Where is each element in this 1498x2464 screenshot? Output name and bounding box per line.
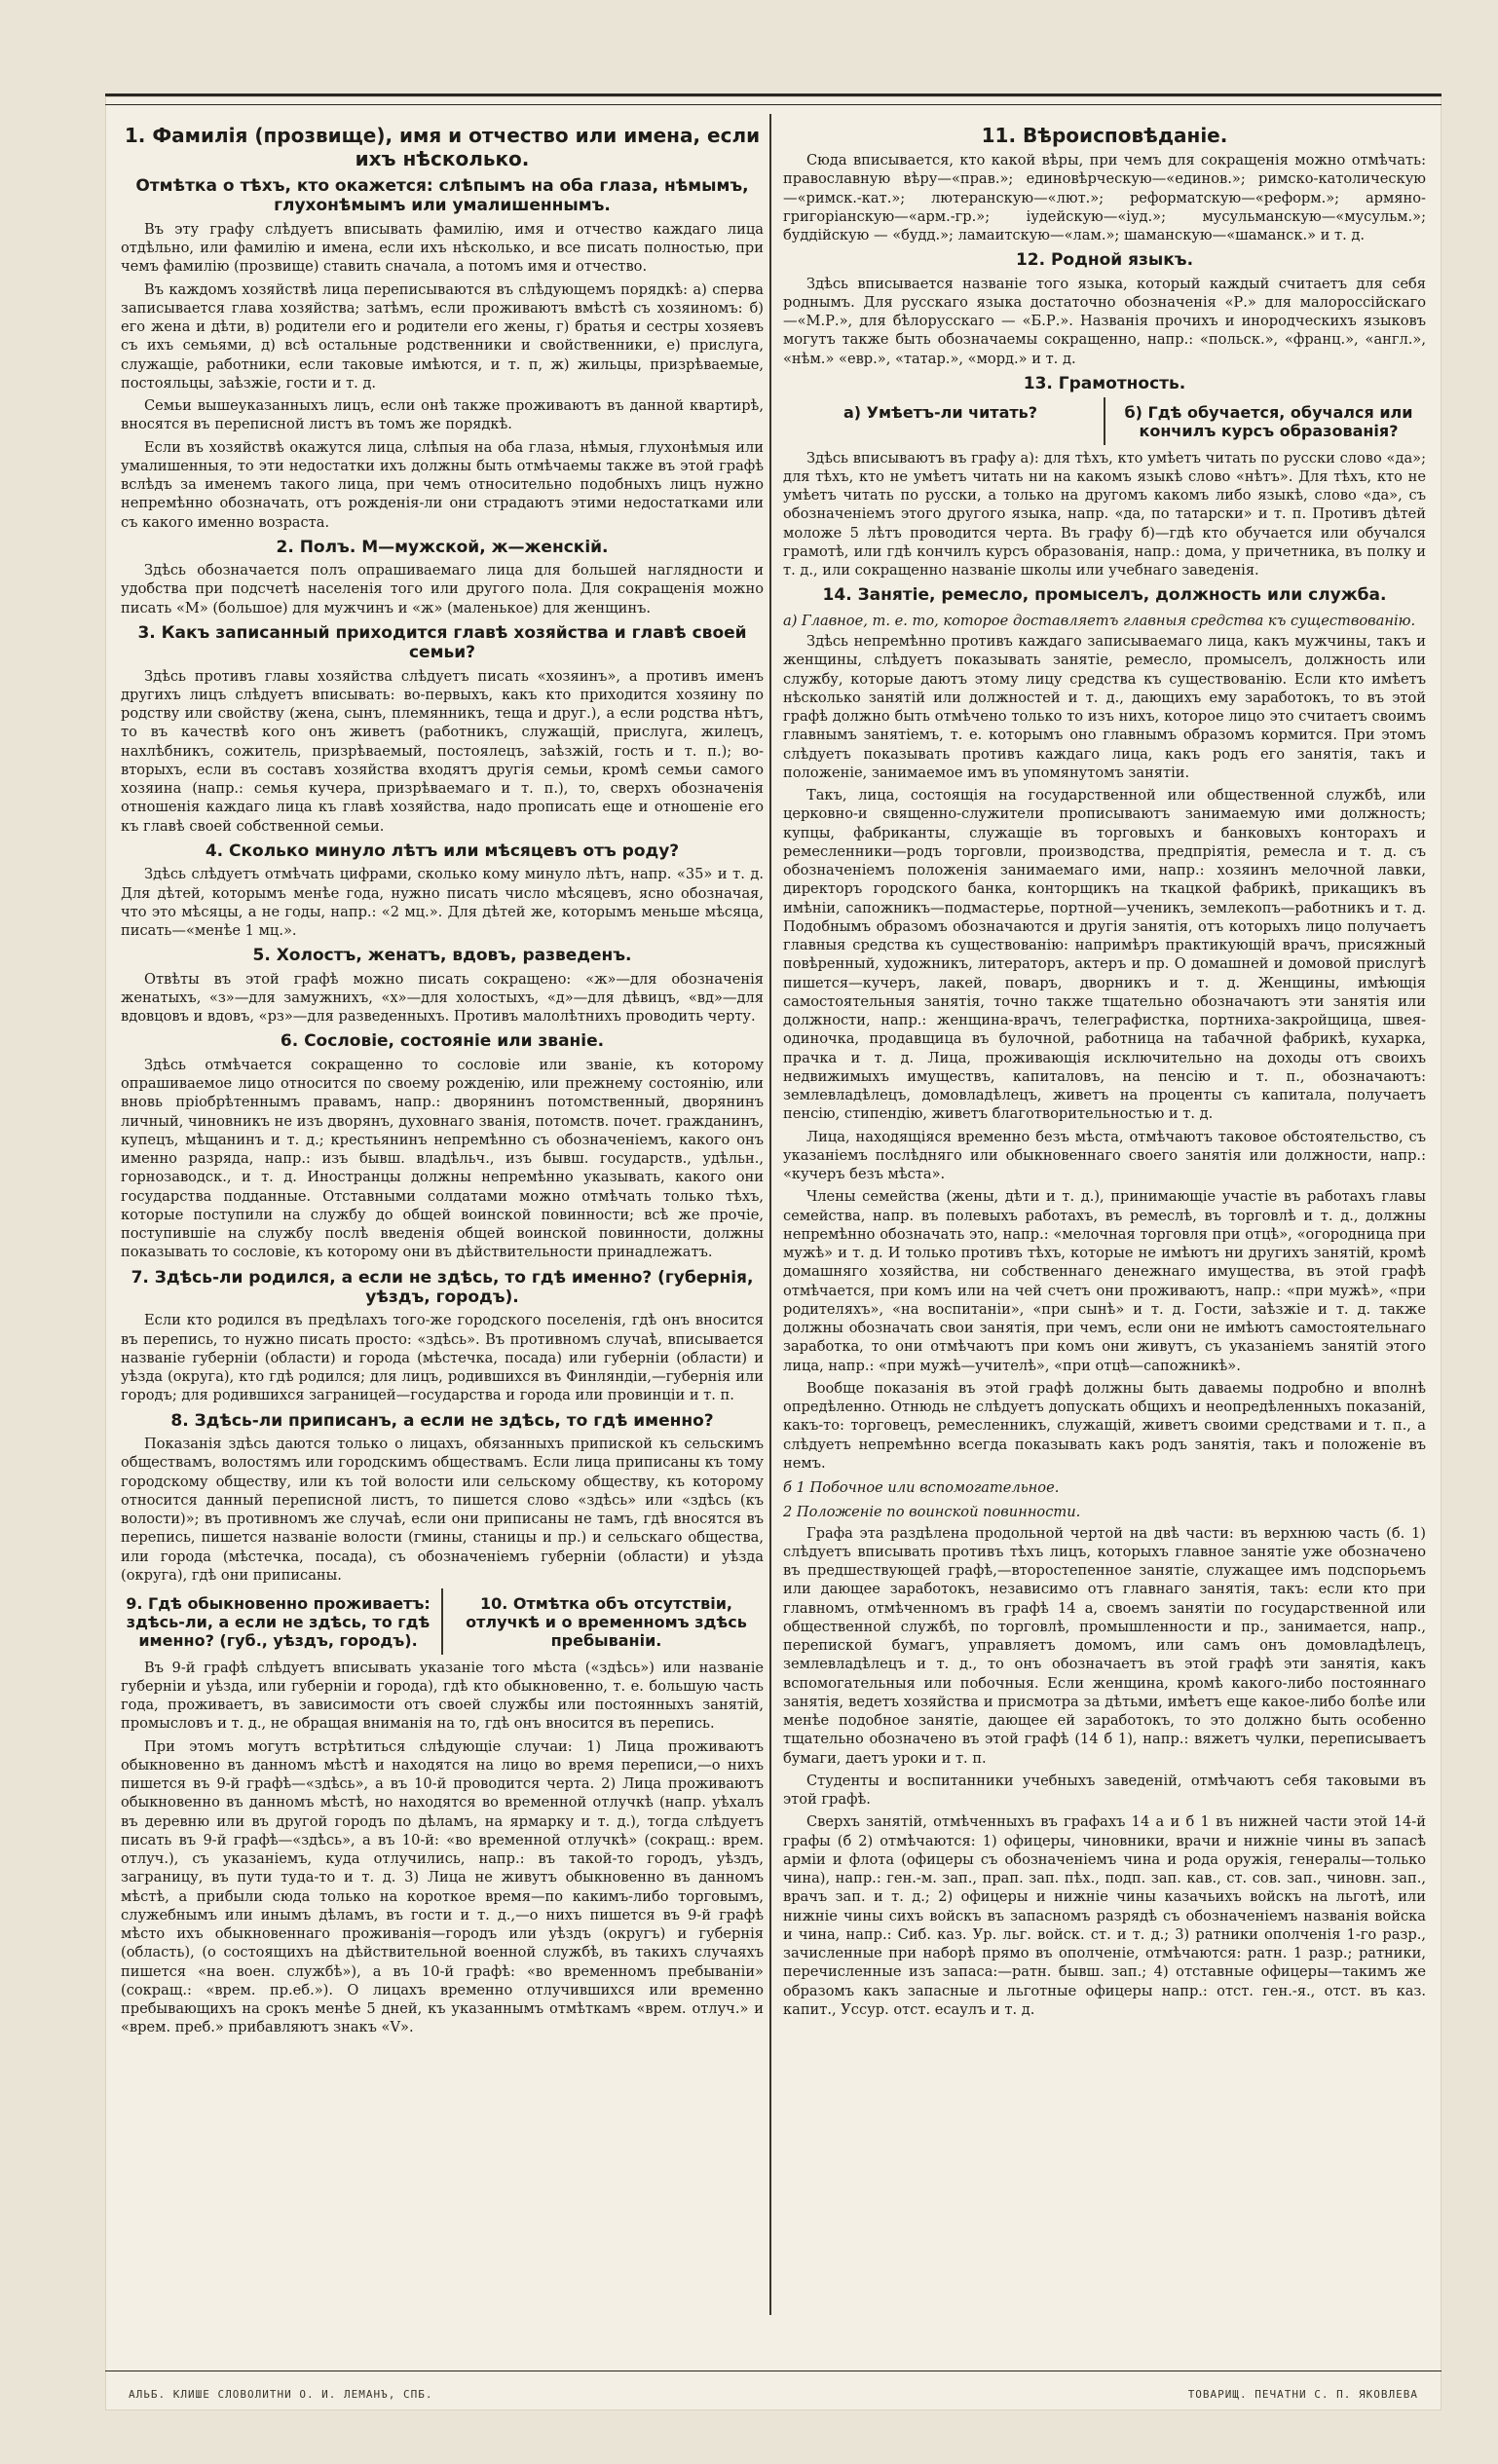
right-column <box>783 114 1426 2323</box>
section-8-paragraph: Показанія здѣсь даются только о лицахъ, обязанныхъ припиской къ сельскимъ обществамъ, волостямъ или городскимъ обществамъ. Если лица приписаны къ тому городскому обществу, или къ той волости или сельскому обществу, къ которому относится данный переписной листъ, то пишется слово «здѣсь» или «здѣсь (къ волости)»; въ противномъ же случаѣ, если они приписаны не тамъ, гдѣ вносятся въ перепись, пишется названіе волости (гмины, станицы и пр.) и сельскаго общества, или города (мѣстечка, посада), съ обозначеніемъ губерніи (области) и уѣзда (округа), гдѣ они приписаны. <box>121 1436 764 1584</box>
section-14b2-subtitle: 2 Положеніе по воинской повинности. <box>783 1504 1081 1521</box>
section-1-paragraph: Въ каждомъ хозяйствѣ лица переписываются въ слѣдующемъ порядкѣ: а) сперва записывается глава хозяйства; затѣмъ, если проживаютъ вмѣстѣ съ хозяиномъ: б) его жена и дѣти, в) родители его и родители его жены, г) братья и сестры хозяевъ съ ихъ семьями, д) всѣ остальные родственники и свойственники, е) прислуга, служащіе, работники, если таковые имѣются, и т. п, ж) жильцы, призрѣваемые, постояльцы, заѣзжіе, гости и т. д. <box>121 280 764 392</box>
section-10-title: 10. Отмѣтка объ отсутствіи, отлучкѣ и о временномъ здѣсь пребываніи. <box>466 1594 747 1651</box>
section-9-title: 9. Гдѣ обыкновенно проживаетъ: здѣсь-ли, а если не здѣсь, то гдѣ именно? (губ., уѣздъ, городъ). <box>126 1594 431 1651</box>
section-1-paragraph: Если въ хозяйствѣ окажутся лица, слѣпыя на оба глаза, нѣмыя, глухонѣмыя или умалишенныя, то эти недостатки ихъ должны быть отмѣчаемы также въ этой графѣ вслѣдъ за именемъ такого лица, при чемъ относительно подобныхъ лицъ нужно непремѣнно обозначать, отъ рожденія-ли они страдаютъ этими недостатками или съ какого именно возраста. <box>121 438 764 531</box>
section-14-paragraph: Члены семейства (жены, дѣти и т. д.), принимающіе участіе въ работахъ главы семейства, напр. въ полевыхъ работахъ, въ ремеслѣ, въ торговлѣ и т. д., должны непремѣнно обозначать это, напр.: «мелочная торговля при отцѣ», «огородница при мужѣ» и т. д. И только противъ тѣхъ, которые не имѣютъ ни другихъ занятій, кромѣ домашняго хозяйства, ни собственнаго денежнаго имущества, въ этой графѣ отмѣчается, при комъ или на чей счетъ они проживаютъ, напр.: «при мужѣ», «при родителяхъ», «на воспитаніи», «при сынѣ» и т. д. Гости, заѣзжіе и т. д. также должны обозначать свои занятія, при чемъ, если они не имѣютъ самостоятельнаго заработка, то они отмѣчаютъ при комъ они живутъ, съ указаніемъ занятій этого лица, напр.: «при мужѣ—учителѣ», «при отцѣ—сапожникѣ». <box>783 1188 1426 1374</box>
section-14-paragraph: Такъ, лица, состоящія на государственной или общественной службѣ, или церковно-и священно-служители прописываютъ занимаемую ими должность; купцы, фабриканты, служащіе въ торговыхъ и банковыхъ конторахъ и ремесленники—родъ торговли, производства, предпріятія, ремесла и т. д. съ обозначеніемъ положенія занимаемаго ими, напр.: хозяинъ мелочной лавки, директоръ городского банка, конторщикъ на ткацкой фабрикѣ, прикащикъ въ имѣніи, сапожникъ—подмастерье, портной—ученикъ, землекопъ—работникъ и т. д. Подобнымъ образомъ обозначаются и другія занятія, отъ которыхъ лицо получаетъ главныя средства къ существованію: напримѣръ практикующій врачъ, присяжный повѣренный, художникъ, литераторъ, актеръ и пр. О домашней и домовой прислугѣ пишется—кучеръ, лакей, поваръ, дворникъ и т. д. Женщины, имѣющія самостоятельныя занятія, точно также тщательно обозначаютъ эти занятія или должности, напр.: женщина-врачъ, телеграфистка, портниха-закройщица, швея-одиночка, продавщица въ булочной, работница на табачной фабрикѣ, кухарка, прачка и т. д. Лица, проживающія исключительно на доходы отъ своихъ недвижимыхъ имуществъ, капиталовъ, на пенсію и т. п., обозначаютъ: землевладѣлецъ, домовладѣлецъ, живетъ на проценты съ капитала, получаетъ пенсію, стипендію, живетъ благотворительностью и т. д. <box>783 787 1426 1123</box>
section-8-title: 8. Здѣсь-ли приписанъ, а если не здѣсь, то гдѣ именно? <box>170 1410 714 1431</box>
column-divider <box>441 1588 443 1655</box>
section-11-title: 11. Вѣроисповѣданіе. <box>981 124 1228 147</box>
section-3-title: 3. Какъ записанный приходится главѣ хозяйства и главѣ своей семьи? <box>137 622 747 663</box>
section-13-title: 13. Грамотность. <box>1023 373 1186 393</box>
section-7-title: 7. Здѣсь-ли родился, а если не здѣсь, то гдѣ именно? (губернія, уѣздъ, городъ). <box>131 1267 754 1308</box>
section-13a-title: а) Умѣетъ-ли читать? <box>843 403 1038 423</box>
section-12-paragraph: Здѣсь вписывается названіе того языка, который каждый считаетъ для себя роднымъ. Для русскаго языка достаточно обозначенія «Р.» для малороссійскаго—«М.Р.», для бѣлорусскаго — «Б.Р.». Названія прочихъ и инородческихъ языковъ могутъ также быть обозначаемы сокращенно, напр.: «польск.», «франц.», «англ.», «нѣм.» «евр.», «татар.», «морд.» и т. д. <box>783 275 1426 367</box>
section-3-paragraph: Здѣсь противъ главы хозяйства слѣдуетъ писать «хозяинъ», а противъ именъ другихъ лицъ слѣдуетъ вписывать: во-первыхъ, какъ кто приходится хозяину по родству или свойству (жена, сынъ, племянникъ, теща и друг.), а если родства нѣтъ, то въ качествѣ кого онъ живетъ (работникъ, служащій, прислуга, жилецъ, нахлѣбникъ, сожитель, призрѣваемый, постоялецъ, заѣзжій, гость и т. п.); во-вторыхъ, если въ составъ хозяйства входятъ другія семьи, кромѣ семьи самого хозяина (напр.: семья кучера, призрѣваемаго и т. п.), то, сверхъ обозначенія отношенія каждаго лица къ главѣ хозяйства, надо прописать еще и отношеніе его къ главѣ своей собственной семьи. <box>121 667 764 835</box>
center-divider <box>769 114 771 2315</box>
section-11-paragraph: Сюда вписывается, кто какой вѣры, при чемъ для сокращенія можно отмѣчать: православную вѣру—«прав.»; единовѣрческую—«единов.»; римско-католическую—«римск.-кат.»; лютеранскую—«лют.»; реформатскую—«реформ.»; армяно-григоріанскую—«арм.-гр.»; іудейскую—«іуд.»; мусульманскую—«мусульм.»; буддійскую — «будд.»; ламаитскую—«лам.»; шаманскую—«шаманск.» и т. д. <box>783 152 1426 243</box>
section-14-paragraph: Графа эта раздѣлена продольной чертой на двѣ части: въ верхнюю часть (б. 1) слѣдуетъ вписывать противъ тѣхъ лицъ, которыхъ главное занятіе уже обозначено въ предшествующей графѣ,—второстепенное занятіе, служащее имъ подспорьемъ или дающее заработокъ, независимо отъ главнаго занятія, такъ: если кто при главномъ, отмѣченномъ въ графѣ 14 а, своемъ занятіи по государственной или общественной службѣ, по торговлѣ, промышленности и пр., занимается, напр., перепиской бумагъ, управляетъ домомъ, или самъ онъ домовладѣлецъ, землевладѣлецъ и т. д., то онъ обозначаетъ въ этой графѣ эти занятія, какъ вспомогательныя или побочныя. Если женщина, кромѣ какого-либо постояннаго занятія, ведетъ хозяйства и присмотра за дѣтьми, имѣетъ еще какое-либо болѣе или менѣе подобное занятіе, дающее ей заработокъ, то это должно быть особенно тщательно обозначено въ этой графѣ (14 б 1), напр.: вяжетъ чулки, переписываетъ бумаги, даетъ уроки и т. п. <box>783 1524 1426 1767</box>
section-2-title: 2. Полъ. М—мужской, ж—женскій. <box>276 537 609 557</box>
section-9-paragraph: Въ 9-й графѣ слѣдуетъ вписывать указаніе того мѣста («здѣсь») или названіе губерніи и уѣзда, или губерніи и города), гдѣ кто обыкновенно, т. е. большую часть года, проживаетъ, въ зависимости отъ своей службы или постоянныхъ занятій, промысловъ и т. д., не обращая вниманія на то, гдѣ онъ вносится въ перепись. <box>121 1659 764 1733</box>
section-12-title: 12. Родной языкъ. <box>1015 250 1194 271</box>
section-4-paragraph: Здѣсь слѣдуетъ отмѣчать цифрами, сколько кому минуло лѣтъ, напр. «35» и т. д. Для дѣтей, которымъ менѣе года, нужно писать число мѣсяцевъ, ясно обозначая, что это мѣсяцы, а не годы, напр.: «2 мц.». Для дѣтей же, которымъ меньше мѣсяца, писать—«менѣе 1 мц.». <box>121 866 764 940</box>
left-column <box>121 114 764 2323</box>
section-14-paragraph: Здѣсь непремѣнно противъ каждаго записываемаго лица, какъ мужчины, такъ и женщины, слѣдуетъ показывать занятіе, ремесло, промыселъ, должность или службу, которые даютъ этому лицу средства къ существованію. Если кто имѣетъ нѣсколько занятій или должностей и т. д., дающихъ ему заработокъ, то въ этой графѣ должно быть отмѣчено только то изъ нихъ, которое лицо это считаетъ своимъ главнымъ занятіемъ, т. е. которымъ оно главнымъ образомъ кормится. При этомъ слѣдуетъ показывать противъ каждаго лица, какъ родъ его занятія, такъ и положеніе, занимаемое имъ въ упомянутомъ занятіи. <box>783 633 1426 781</box>
section-13-paragraph: Здѣсь вписываютъ въ графу а): для тѣхъ, кто умѣетъ читать по русски слово «да»; для тѣхъ, кто не умѣетъ читать ни на какомъ языкѣ слово «нѣтъ». Для тѣхъ, кто не умѣетъ читать по русски, а только на другомъ какомъ либо языкѣ, слово «да», съ обозначеніемъ этого другого языка, напр. «да, по татарски» и т. п. Противъ дѣтей моложе 5 лѣтъ проводится черта. Въ графу б)—гдѣ кто обучается или обучался грамотѣ, или гдѣ кончилъ курсъ образованія, напр.: дома, у причетника, въ полку и т. д., или сокращенно названіе школы или учебнаго заведенія. <box>783 449 1426 579</box>
census-instruction-sheet <box>105 93 1442 2410</box>
column-divider <box>1104 397 1105 444</box>
section-6-title: 6. Сословіе, состояніе или званіе. <box>280 1031 605 1052</box>
section-5-paragraph: Отвѣты въ этой графѣ можно писать сокращено: «ж»—для обозначенія женатыхъ, «з»—для замужнихъ, «х»—для холостыхъ, «д»—для дѣвицъ, «вд»—для вдовцовъ и вдовъ, «рз»—для разведенныхъ. Противъ малолѣтнихъ проводить черту. <box>121 970 764 1026</box>
section-13b-title: б) Гдѣ обучается, обучался или кончилъ курсъ образованія? <box>1124 403 1413 441</box>
section-13-subheaders <box>783 397 1426 444</box>
section-1-title: 1. Фамилія (прозвище), имя и отчество или имена, если ихъ нѣсколько. <box>124 124 761 170</box>
section-5-title: 5. Холостъ, женатъ, вдовъ, разведенъ. <box>252 946 632 966</box>
footer-left-imprint: АЛЬБ. КЛИШЕ СЛОВОЛИТНИ О. И. ЛЕМАНЪ, СПБ. <box>129 2388 433 2401</box>
section-14a-subtitle: а) Главное, т. е. то, которое доставляетъ главныя средства къ существованію. <box>783 612 1416 629</box>
section-1-paragraph: Семьи вышеуказанныхъ лицъ, если онѣ также проживаютъ въ данной квартирѣ, вносятся въ переписной листъ въ томъ же порядкѣ. <box>121 397 764 433</box>
section-2-paragraph: Здѣсь обозначается полъ опрашиваемаго лица для большей наглядности и удобства при подсчетѣ населенія того или другого пола. Для сокращенія можно писать «М» (большое) для мужчинъ и «ж» (маленькое) для женщинъ. <box>121 562 764 616</box>
footer-right-imprint: ТОВАРИЩ. ПЕЧАТНИ С. П. ЯКОВЛЕВА <box>1187 2388 1418 2401</box>
sections-9-10-header <box>121 1588 764 1655</box>
section-14-paragraph: Лица, находящіяся временно безъ мѣста, отмѣчаютъ таковое обстоятельство, съ указаніемъ послѣдняго или обыкновеннаго своего занятія или должности, напр.: «кучеръ безъ мѣста». <box>783 1128 1426 1183</box>
top-rule <box>105 104 1442 105</box>
section-4-title: 4. Сколько минуло лѣтъ или мѣсяцевъ отъ роду? <box>205 840 680 861</box>
section-14-paragraph: Вообще показанія въ этой графѣ должны быть даваемы подробно и вполнѣ опредѣленно. Отнюдь не слѣдуетъ допускать общихъ и неопредѣленныхъ показаній, какъ-то: торговецъ, ремесленникъ, служащій, живетъ своими средствами и т. п., а слѣдуетъ непремѣнно всегда показывать какъ родъ занятія, такъ и положеніе въ немъ. <box>783 1379 1426 1472</box>
section-14-paragraph: Сверхъ занятій, отмѣченныхъ въ графахъ 14 а и б 1 въ нижней части этой 14-й графы (б 2) отмѣчаются: 1) офицеры, чиновники, врачи и нижніе чины въ запасѣ арміи и флота (офицеры съ обозначеніемъ чина и рода оружія, генералы—только чина), напр.: ген.-м. зап., прап. зап. пѣх., подп. зап. кав., ст. сов. зап., чиновн. зап., врачъ зап. и т. д.; 2) офицеры и нижніе чины казачьихъ войскъ на льготѣ, или нижніе чины сихъ войскъ въ запасномъ разрядѣ съ обозначеніемъ названія войска и чина, напр.: Сиб. каз. Ур. льг. войск. ст. и т. д.; 3) ратники ополченія 1-го разр., зачисленные при наборѣ прямо въ ополченіе, отмѣчаются: ратн. 1 разр.; ратники, перечисленные изъ запаса:—ратн. бывш. зап.; 4) отставные офицеры—такимъ же образомъ какъ запасные и льготные офицеры напр.: отст. ген.-я., отст. въ каз. капит., Уссур. отст. есаулъ и т. д. <box>783 1813 1426 2018</box>
printer-footer <box>105 2377 1442 2401</box>
section-7-paragraph: Если кто родился въ предѣлахъ того-же городского поселенія, гдѣ онъ вносится въ перепись, то нужно писать просто: «здѣсь». Въ противномъ случаѣ, вписывается названіе губерніи (области) и города (мѣстечка, посада) или губерніи (области) и уѣзда (округа), кто гдѣ родился; для лицъ, родившихся въ Финляндіи,—губернія или городъ; для родившихся заграницей—государства и города или провинціи и т. п. <box>121 1312 764 1404</box>
section-14-title: 14. Занятіе, ремесло, промыселъ, должность или служба. <box>822 585 1387 606</box>
section-6-paragraph: Здѣсь отмѣчается сокращенно то сословіе или званіе, къ которому опрашиваемое лицо относится по своему рожденію, или прежнему состоянію, или вновь пріобрѣтеннымъ правамъ, напр.: дворянинъ потомственный, дворянинъ личный, чиновникъ не изъ дворянъ, духовнаго званія, потомств. почет. гражданинъ, купецъ, мѣщанинъ и т. д.; крестьянинъ непремѣнно съ обозначеніемъ, какого онъ именно разряда, напр.: изъ бывш. владѣльч., изъ бывш. государств., удѣльн., горнозаводск., и т. д. Иностранцы должны непремѣнно указывать, какого они государства подданные. Отставными солдатами можно отмѣчать только тѣхъ, которые поступили на службу до общей воинской повинности; всѣ же прочіе, поступившіе на службу послѣ введенія общей воинской повинности, должны показывать то сословіе, къ которому они въ дѣйствительности принадлежатъ. <box>121 1056 764 1261</box>
section-9-paragraph: При этомъ могутъ встрѣтиться слѣдующіе случаи: 1) Лица проживаютъ обыкновенно въ данномъ мѣстѣ и находятся на лицо во время переписи,—о нихъ пишется въ 9-й графѣ—«здѣсь», а въ 10-й проводится черта. 2) Лица проживаютъ обыкновенно въ данномъ мѣстѣ, но находятся во временной отлучкѣ (напр. уѣхалъ въ деревню или въ другой городъ по дѣламъ, на ярмарку и т. д.), тогда слѣдуетъ писать въ 9-й графѣ—«здѣсь», а въ 10-й: «во временной отлучкѣ» (сокращ.: врем. отлуч.), съ указаніемъ, куда отлучились, напр.: въ такой-то городъ, уѣздъ, заграницу, въ пути туда-то и т. д. 3) Лица не живутъ обыкновенно въ данномъ мѣстѣ, а прибыли сюда только на короткое время—по какимъ-либо торговымъ, служебнымъ или инымъ дѣламъ, въ гости и т. д.,—о нихъ пишется въ 9-й графѣ мѣсто ихъ обыкновеннаго проживанія—городъ или уѣздъ (округъ) и губернія (область), (о состоящихъ на дѣйствительной военной службѣ, въ такихъ случаяхъ пишется «на воен. службѣ»), а въ 10-й графѣ: «во временномъ пребываніи» (сокращ.: «врем. пр.еб.»). О лицахъ временно отлучившихся или временно пребывающихъ на срокъ менѣе 5 дней, къ указаннымъ отмѣткамъ «врем. отлуч.» и «врем. преб.» прибавляютъ знакъ «V». <box>121 1737 764 2036</box>
section-14b1-subtitle: б 1 Побочное или вспомогательное. <box>783 1479 1060 1497</box>
section-1-subtitle: Отмѣтка о тѣхъ, кто окажется: слѣпымъ на оба глаза, нѣмымъ, глухонѣмымъ или умалишеннымъ. <box>135 176 749 216</box>
section-1-paragraph: Въ эту графу слѣдуетъ вписывать фамилію, имя и отчество каждаго лица отдѣльно, или фамилію и имена, если ихъ нѣсколько, и все писать полностью, при чемъ фамилію (прозвище) ставить сначала, а потомъ имя и отчество. <box>121 220 764 276</box>
section-14-paragraph: Студенты и воспитанники учебныхъ заведеній, отмѣчаютъ себя таковыми въ этой графѣ. <box>783 1772 1426 1809</box>
